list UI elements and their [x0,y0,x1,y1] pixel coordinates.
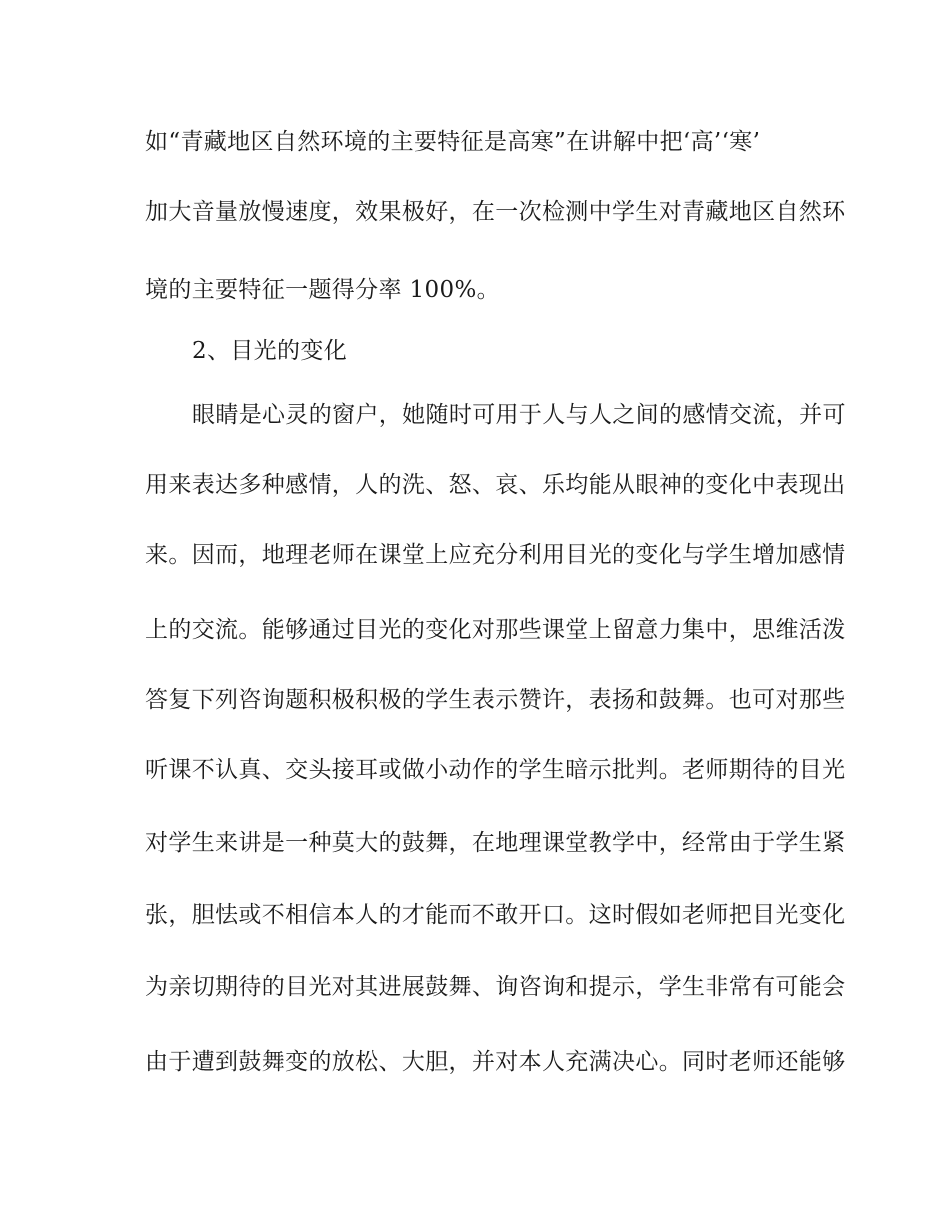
text-line-5: 眼睛是心灵的窗户，她随时可用于人与人之间的感情交流，并可 [192,402,846,428]
section-heading: 2、目光的变化 [192,338,348,364]
text-line-8: 上的交流。能够通过目光的变化对那些课堂上留意力集中，思维活泼 [145,617,846,643]
text-line-1: 如“青藏地区自然环境的主要特征是高寒”在讲解中把‘高’‘寒’ [145,129,761,155]
text-line-6: 用来表达多种感情，人的洗、怒、哀、乐均能从眼神的变化中表现出 [145,472,846,498]
text-line-7: 来。因而，地理老师在课堂上应充分利用目光的变化与学生增加感情 [145,542,846,568]
text-line-12: 张，胆怯或不相信本人的才能而不敢开口。这时假如老师把目光变化 [145,902,846,928]
text-line-13: 为亲切期待的目光对其进展鼓舞、询咨询和提示，学生非常有可能会 [145,974,846,1000]
text-line-3: 境的主要特征一题得分率 100%。 [145,277,501,303]
text-line-10: 听课不认真、交头接耳或做小动作的学生暗示批判。老师期待的目光 [145,757,846,783]
text-line-2: 加大音量放慢速度，效果极好，在一次检测中学生对青藏地区自然环 [145,199,846,225]
text-line-11: 对学生来讲是一种莫大的鼓舞，在地理课堂教学中，经常由于学生紧 [145,830,846,856]
text-line-14: 由于遭到鼓舞变的放松、大胆，并对本人充满决心。同时老师还能够 [145,1049,846,1075]
text-line-9: 答复下列咨询题积极积极的学生表示赞许，表扬和鼓舞。也可对那些 [145,687,846,713]
